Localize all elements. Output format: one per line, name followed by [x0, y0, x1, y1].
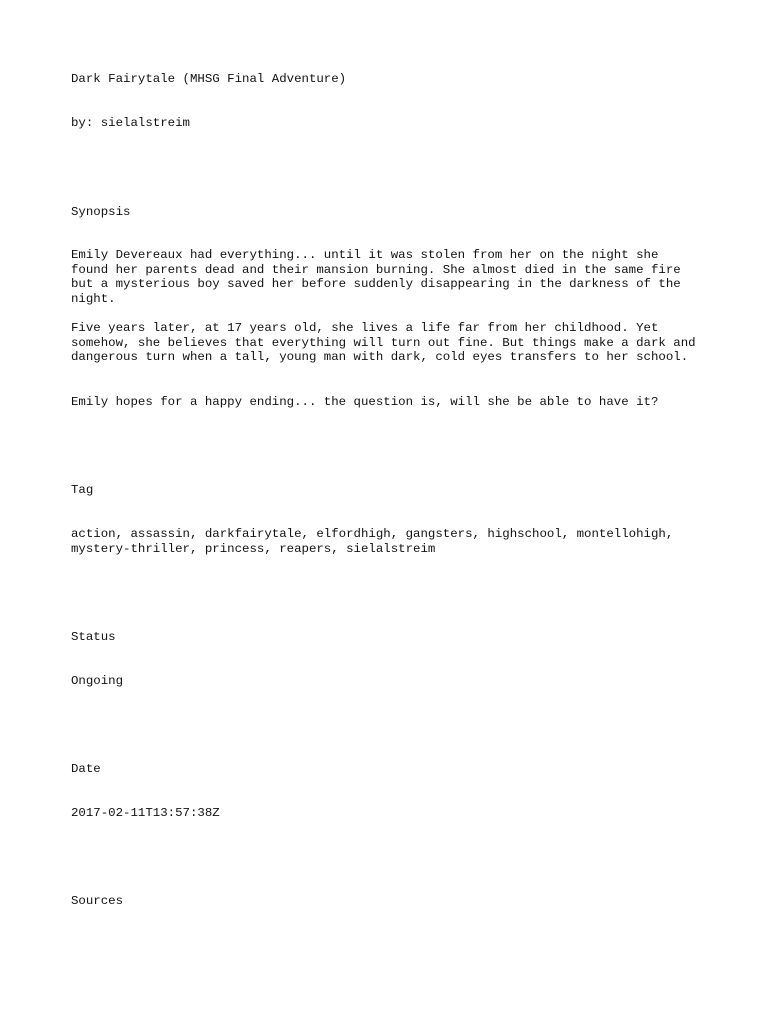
- story-title: Dark Fairytale (MHSG Final Adventure): [71, 72, 347, 86]
- synopsis-paragraph-2: Five years later, at 17 years old, she lives a life far from her childhood. Yet somehow, she believes that everything will turn out fine. But things make a dark and dangerous turn when a tall, young man with dark, cold eyes transfers to her school.: [71, 321, 696, 365]
- date-heading: Date: [71, 762, 101, 776]
- status-heading: Status: [71, 630, 116, 644]
- tag-list: action, assassin, darkfairytale, elfordhigh, gangsters, highschool, montellohigh, mystery-thriller, princess, reapers, sielalstreim: [71, 527, 674, 556]
- synopsis-heading: Synopsis: [71, 205, 131, 219]
- date-value: 2017-02-11T13:57:38Z: [71, 806, 220, 820]
- sources-heading: Sources: [71, 894, 124, 908]
- synopsis-paragraph-1: Emily Devereaux had everything... until it was stolen from her on the night she found her parents dead and their mansion burning. She almost died in the same fire but a mysterious boy saved her before suddenly disappearing in the darkness of the night.: [71, 248, 681, 307]
- synopsis-paragraph-3: Emily hopes for a happy ending... the question is, will she be able to have it?: [71, 395, 659, 409]
- author-byline: by: sielalstreim: [71, 116, 190, 130]
- status-value: Ongoing: [71, 674, 124, 688]
- tag-heading: Tag: [71, 483, 94, 497]
